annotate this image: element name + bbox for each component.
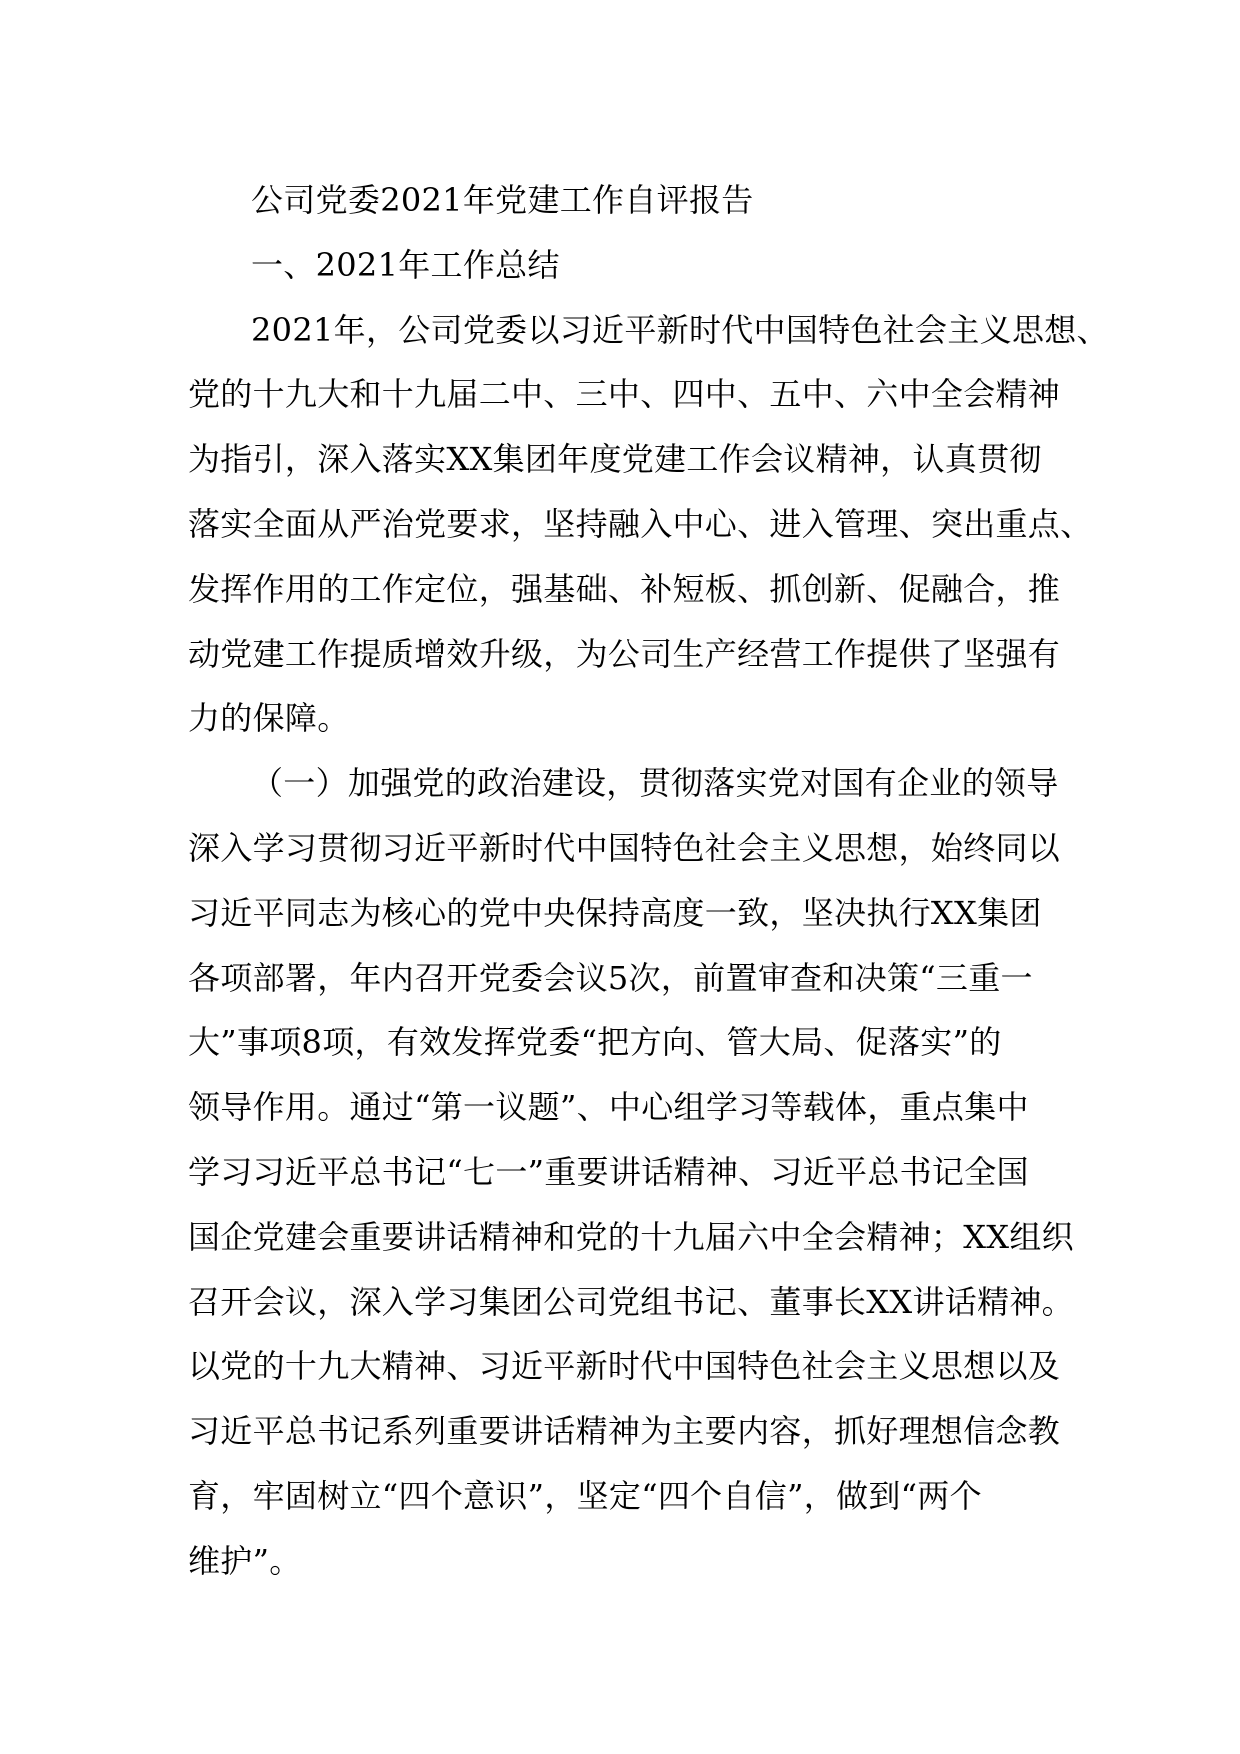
subsection-heading: （一）加强党的政治建设，贯彻落实党对国有企业的领导 — [251, 764, 1059, 803]
paragraph-line: 动党建工作提质增效升级，为公司生产经营工作提供了坚强有 — [188, 634, 1061, 673]
paragraph-line: 学习习近平总书记“七一”重要讲话精神、习近平总书记全国 — [188, 1152, 1029, 1191]
paragraph-political-building — [188, 816, 1076, 1594]
paragraph-line: 力的保障。 — [188, 699, 350, 738]
paragraph-line: 党的十九大和十九届二中、三中、四中、五中、六中全会精神 — [188, 375, 1061, 414]
paragraph-line: 领导作用。通过“第一议题”、中心组学习等载体，重点集中 — [188, 1088, 1029, 1127]
paragraph-line: 大”事项8项，有效发挥党委“把方向、管大局、促落实”的 — [188, 1023, 1002, 1062]
document-body — [188, 168, 1109, 1594]
paragraph-line: 深入学习贯彻习近平新时代中国特色社会主义思想，始终同以 — [188, 828, 1061, 867]
paragraph-line: 召开会议，深入学习集团公司党组书记、董事长XX讲话精神。 — [188, 1282, 1074, 1321]
paragraph-line: 落实全面从严治党要求，坚持融入中心、进入管理、突出重点、 — [188, 504, 1093, 543]
section-heading: 一、2021年工作总结 — [251, 245, 560, 284]
paragraph-line: 各项部署，年内召开党委会议5次，前置审查和决策“三重一 — [188, 958, 1033, 997]
paragraph-line: 习近平同志为核心的党中央保持高度一致，坚决执行XX集团 — [188, 893, 1042, 932]
paragraph-line: 维护”。 — [188, 1541, 302, 1580]
paragraph-line: 育，牢固树立“四个意识”，坚定“四个自信”，做到“两个 — [188, 1476, 982, 1515]
paragraph-line: 2021年，公司党委以习近平新时代中国特色社会主义思想、 — [251, 310, 1109, 349]
paragraph-line: 为指引，深入落实XX集团年度党建工作会议精神，认真贯彻 — [188, 440, 1042, 479]
paragraph-work-summary — [188, 298, 1109, 752]
paragraph-line: 习近平总书记系列重要讲话精神为主要内容，抓好理想信念教 — [188, 1412, 1061, 1451]
paragraph-line: 国企党建会重要讲话精神和党的十九届六中全会精神；XX组织 — [188, 1217, 1074, 1256]
paragraph-line: 发挥作用的工作定位，强基础、补短板、抓创新、促融合，推 — [188, 569, 1061, 608]
paragraph-line: 以党的十九大精神、习近平新时代中国特色社会主义思想以及 — [188, 1347, 1061, 1386]
report-title: 公司党委2021年党建工作自评报告 — [251, 181, 754, 219]
